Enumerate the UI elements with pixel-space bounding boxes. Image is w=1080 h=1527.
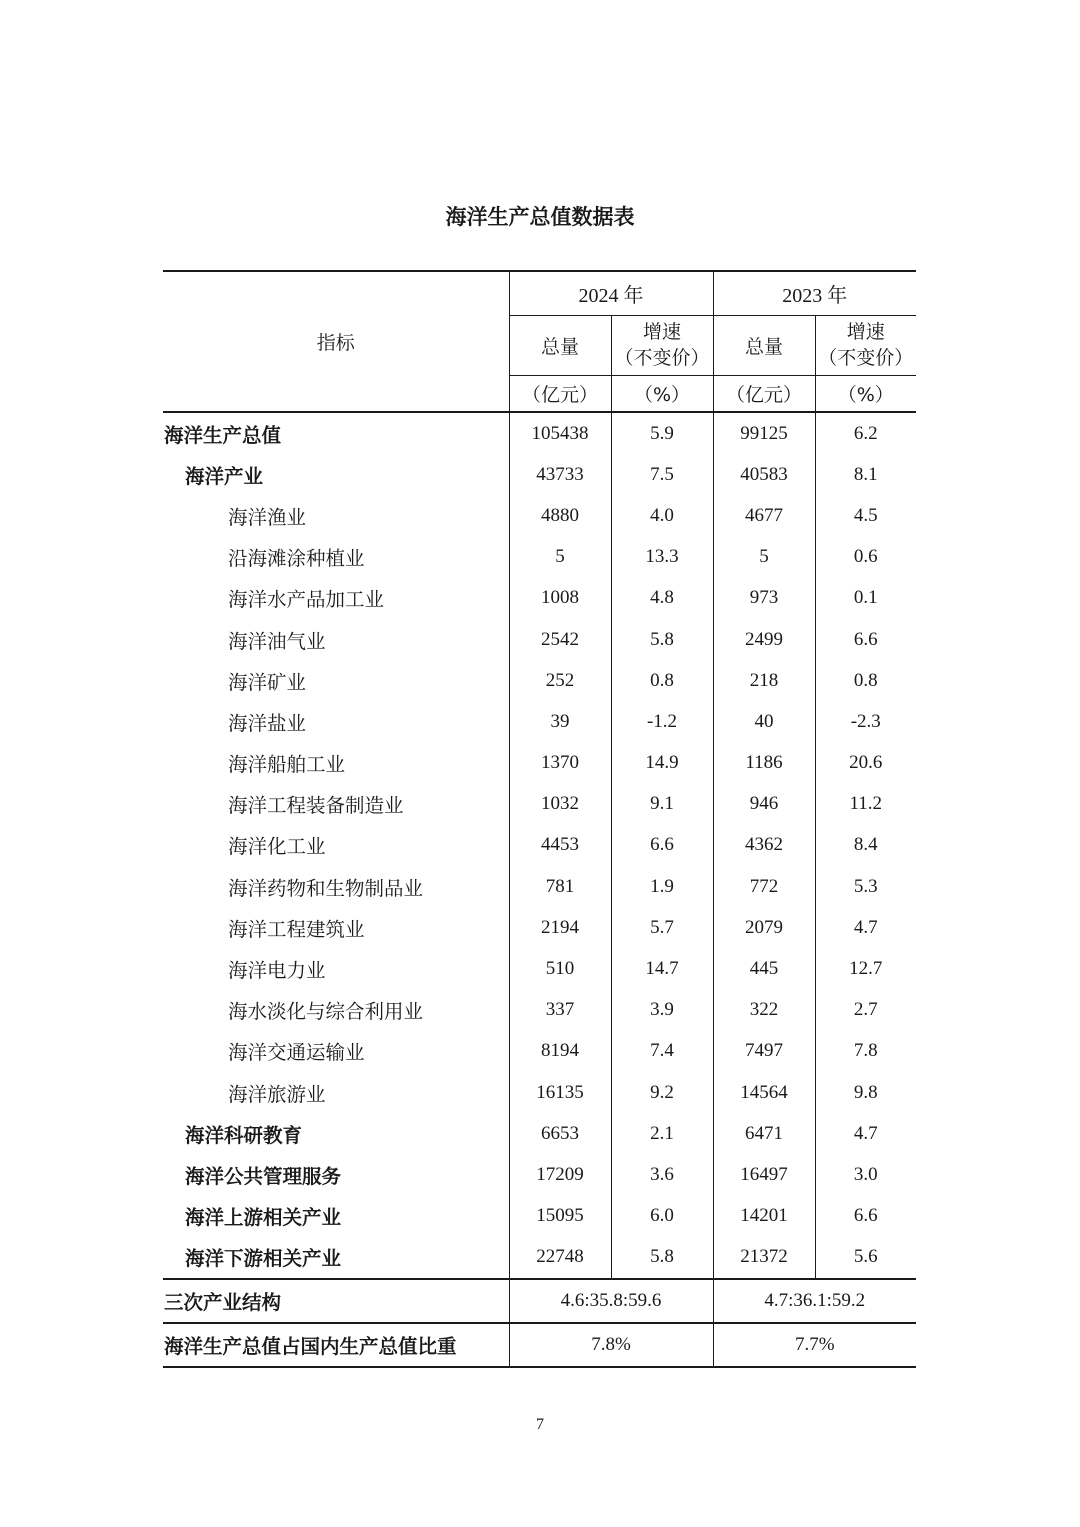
table-row xyxy=(163,578,916,619)
total-2024: 15095 xyxy=(509,1196,611,1237)
total-2023: 5 xyxy=(713,537,815,578)
row-label: 海洋盐业 xyxy=(228,711,307,735)
table-row xyxy=(163,1113,916,1154)
growth-2023: 8.4 xyxy=(815,825,916,866)
total-2023: 445 xyxy=(713,948,815,989)
total-2023: 6471 xyxy=(713,1113,815,1154)
growth-2024: 5.8 xyxy=(611,1237,713,1279)
total-2024: 4880 xyxy=(509,495,611,536)
growth-2024: 5.9 xyxy=(611,412,713,454)
unit-growth-2024: （%） xyxy=(611,375,713,412)
summary-label: 三次产业结构 xyxy=(163,1279,509,1323)
header-total-2024: 总量 xyxy=(509,315,611,375)
growth-2024: 7.5 xyxy=(611,454,713,495)
total-2023: 99125 xyxy=(713,412,815,454)
total-2024: 1032 xyxy=(509,784,611,825)
total-2023: 218 xyxy=(713,660,815,701)
table-row xyxy=(163,907,916,948)
row-label: 海水淡化与综合利用业 xyxy=(228,1000,424,1024)
total-2024: 337 xyxy=(509,990,611,1031)
growth-2023: 0.6 xyxy=(815,537,916,578)
growth-sub-label: （不变价） xyxy=(614,347,710,369)
table-row xyxy=(163,1237,916,1279)
table-row xyxy=(163,990,916,1031)
table-row xyxy=(163,743,916,784)
row-label: 海洋交通运输业 xyxy=(228,1041,365,1065)
summary-value-2023: 4.7:36.1:59.2 xyxy=(713,1279,916,1323)
summary-value-2023: 7.7% xyxy=(713,1323,916,1367)
growth-2024: 4.0 xyxy=(611,495,713,536)
growth-2023: 2.7 xyxy=(815,990,916,1031)
growth-2023: 4.5 xyxy=(815,495,916,536)
table-row xyxy=(163,948,916,989)
total-2023: 772 xyxy=(713,866,815,907)
table-body xyxy=(163,412,916,1279)
total-2023: 40583 xyxy=(713,454,815,495)
total-2023: 1186 xyxy=(713,743,815,784)
growth-2023: 3.0 xyxy=(815,1154,916,1195)
total-2024: 252 xyxy=(509,660,611,701)
growth-2024: 0.8 xyxy=(611,660,713,701)
table-row xyxy=(163,454,916,495)
growth-2024: 14.7 xyxy=(611,948,713,989)
row-label: 沿海滩涂种植业 xyxy=(228,547,365,571)
row-label: 海洋科研教育 xyxy=(185,1123,303,1147)
table-row xyxy=(163,866,916,907)
header-growth-2024 xyxy=(611,315,713,375)
growth-2024: 9.2 xyxy=(611,1072,713,1113)
row-label: 海洋产业 xyxy=(185,464,264,488)
growth-2023: 6.6 xyxy=(815,619,916,660)
unit-growth-2023: （%） xyxy=(815,375,916,412)
growth-2024: 6.6 xyxy=(611,825,713,866)
growth-2023: 5.6 xyxy=(815,1237,916,1279)
growth-2023: -2.3 xyxy=(815,701,916,742)
row-label: 海洋旅游业 xyxy=(228,1082,326,1106)
growth-2024: 5.7 xyxy=(611,907,713,948)
table-row xyxy=(163,1196,916,1237)
total-2023: 14564 xyxy=(713,1072,815,1113)
total-2024: 39 xyxy=(509,701,611,742)
total-2023: 2499 xyxy=(713,619,815,660)
row-label: 海洋工程建筑业 xyxy=(228,917,365,941)
row-label: 海洋工程装备制造业 xyxy=(228,794,404,818)
growth-2023: 8.1 xyxy=(815,454,916,495)
growth-2023: 9.8 xyxy=(815,1072,916,1113)
total-2024: 2542 xyxy=(509,619,611,660)
total-2023: 973 xyxy=(713,578,815,619)
total-2024: 510 xyxy=(509,948,611,989)
total-2024: 8194 xyxy=(509,1031,611,1072)
table-row xyxy=(163,412,916,454)
table-row xyxy=(163,619,916,660)
summary-body xyxy=(163,1279,916,1367)
total-2024: 43733 xyxy=(509,454,611,495)
total-2023: 4362 xyxy=(713,825,815,866)
row-label: 海洋下游相关产业 xyxy=(185,1247,342,1271)
header-indicator: 指标 xyxy=(163,271,509,412)
total-2024: 6653 xyxy=(509,1113,611,1154)
row-label: 海洋药物和生物制品业 xyxy=(228,876,424,900)
header-year-2023: 2023 年 xyxy=(713,271,916,315)
growth-2023: 6.2 xyxy=(815,412,916,454)
table-row xyxy=(163,495,916,536)
row-label: 海洋化工业 xyxy=(228,835,326,859)
growth-2024: -1.2 xyxy=(611,701,713,742)
summary-row xyxy=(163,1323,916,1367)
row-label: 海洋船舶工业 xyxy=(228,753,346,777)
growth-2024: 9.1 xyxy=(611,784,713,825)
growth-2023: 20.6 xyxy=(815,743,916,784)
summary-label: 海洋生产总值占国内生产总值比重 xyxy=(163,1323,509,1367)
total-2023: 14201 xyxy=(713,1196,815,1237)
page-number: 7 xyxy=(536,1416,544,1433)
growth-sub-label: （不变价） xyxy=(818,347,914,369)
ocean-gdp-table xyxy=(163,270,916,1368)
table-row xyxy=(163,537,916,578)
growth-2023: 7.8 xyxy=(815,1031,916,1072)
header-growth-2023 xyxy=(815,315,916,375)
header-year-2024: 2024 年 xyxy=(509,271,713,315)
header-total-2023: 总量 xyxy=(713,315,815,375)
total-2024: 2194 xyxy=(509,907,611,948)
growth-2023: 4.7 xyxy=(815,907,916,948)
table-row xyxy=(163,660,916,701)
growth-2023: 4.7 xyxy=(815,1113,916,1154)
growth-2023: 11.2 xyxy=(815,784,916,825)
growth-2024: 13.3 xyxy=(611,537,713,578)
growth-2024: 7.4 xyxy=(611,1031,713,1072)
row-label: 海洋电力业 xyxy=(228,959,326,983)
total-2023: 16497 xyxy=(713,1154,815,1195)
growth-2024: 5.8 xyxy=(611,619,713,660)
growth-label: 增速 xyxy=(642,321,681,343)
row-label: 海洋生产总值 xyxy=(163,412,509,454)
total-2023: 2079 xyxy=(713,907,815,948)
total-2023: 946 xyxy=(713,784,815,825)
growth-2024: 3.9 xyxy=(611,990,713,1031)
growth-2023: 0.8 xyxy=(815,660,916,701)
total-2023: 7497 xyxy=(713,1031,815,1072)
total-2023: 21372 xyxy=(713,1237,815,1279)
total-2024: 781 xyxy=(509,866,611,907)
growth-2024: 3.6 xyxy=(611,1154,713,1195)
table-row xyxy=(163,784,916,825)
total-2024: 16135 xyxy=(509,1072,611,1113)
growth-2023: 12.7 xyxy=(815,948,916,989)
total-2024: 4453 xyxy=(509,825,611,866)
growth-2024: 6.0 xyxy=(611,1196,713,1237)
table-title: 海洋生产总值数据表 xyxy=(445,205,635,229)
total-2023: 322 xyxy=(713,990,815,1031)
growth-2024: 14.9 xyxy=(611,743,713,784)
row-label: 海洋矿业 xyxy=(228,670,307,694)
total-2023: 4677 xyxy=(713,495,815,536)
growth-2024: 2.1 xyxy=(611,1113,713,1154)
row-label: 海洋公共管理服务 xyxy=(185,1164,342,1188)
unit-total-2023: （亿元） xyxy=(713,375,815,412)
total-2024: 22748 xyxy=(509,1237,611,1279)
growth-2023: 0.1 xyxy=(815,578,916,619)
table-row xyxy=(163,1031,916,1072)
unit-total-2024: （亿元） xyxy=(509,375,611,412)
table-row xyxy=(163,701,916,742)
growth-2024: 1.9 xyxy=(611,866,713,907)
row-label: 海洋上游相关产业 xyxy=(185,1206,342,1230)
growth-label: 增速 xyxy=(846,321,885,343)
total-2024: 1008 xyxy=(509,578,611,619)
row-label: 海洋渔业 xyxy=(228,505,307,529)
total-2024: 105438 xyxy=(509,412,611,454)
row-label: 海洋水产品加工业 xyxy=(228,588,385,612)
table-row xyxy=(163,1072,916,1113)
row-label: 海洋油气业 xyxy=(228,629,326,653)
growth-2024: 4.8 xyxy=(611,578,713,619)
growth-2023: 5.3 xyxy=(815,866,916,907)
summary-value-2024: 4.6:35.8:59.6 xyxy=(509,1279,713,1323)
total-2024: 17209 xyxy=(509,1154,611,1195)
table-row xyxy=(163,825,916,866)
table-row xyxy=(163,1154,916,1195)
table-header xyxy=(163,271,916,412)
growth-2023: 6.6 xyxy=(815,1196,916,1237)
summary-value-2024: 7.8% xyxy=(509,1323,713,1367)
summary-row xyxy=(163,1279,916,1323)
total-2023: 40 xyxy=(713,701,815,742)
total-2024: 1370 xyxy=(509,743,611,784)
total-2024: 5 xyxy=(509,537,611,578)
